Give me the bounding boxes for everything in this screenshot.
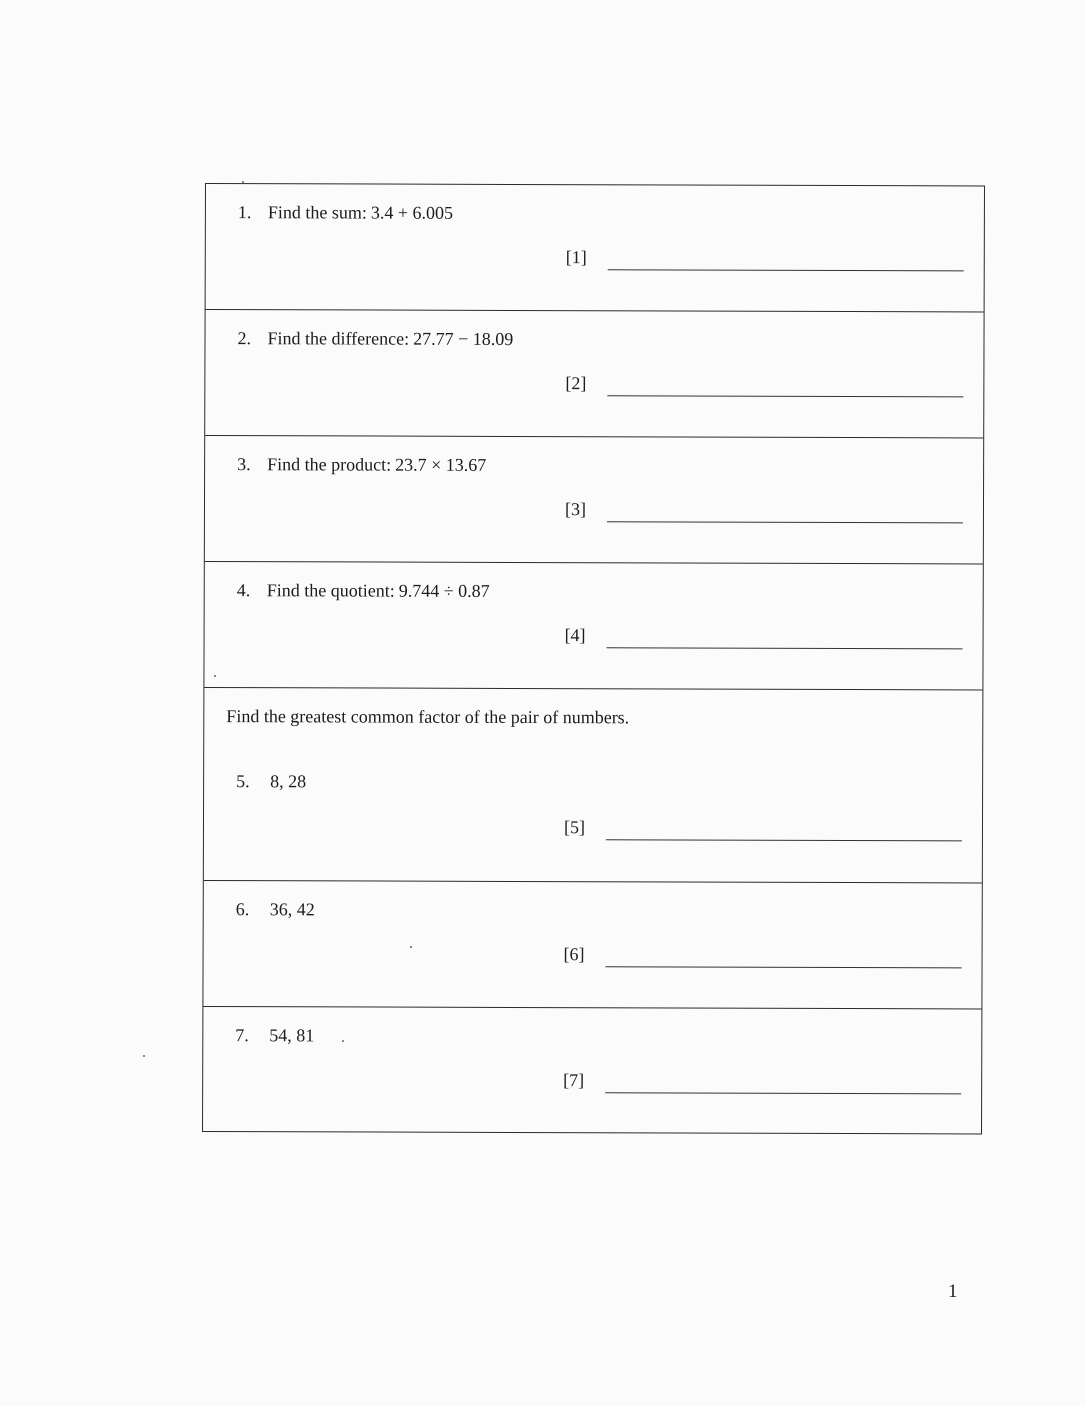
question-prompt: Find the sum: [267, 202, 367, 223]
mark-label: [1] [565, 247, 587, 268]
question-5-text [236, 771, 306, 792]
mark-label: [3] [564, 499, 587, 520]
question-prompt: Find the quotient: [266, 580, 395, 601]
scan-speck [214, 675, 216, 677]
question-7-text [235, 1025, 314, 1046]
question-number: 7. [235, 1025, 249, 1046]
question-prompt: Find the product: [267, 454, 392, 475]
question-number: 2. [237, 328, 252, 349]
mark-label: [4] [564, 625, 586, 646]
question-expression: 23.7 × 13.67 [395, 454, 487, 475]
question-6-text [236, 899, 315, 920]
mark-label: [6] [563, 944, 585, 965]
answer-line-2[interactable] [607, 395, 963, 397]
mark-label: [5] [563, 817, 586, 838]
question-prompt: Find the difference: [267, 328, 410, 349]
question-expression: 54, 81 [269, 1025, 315, 1046]
question-1-text [238, 202, 453, 224]
scan-speck [410, 946, 412, 948]
question-expression: 36, 42 [269, 899, 315, 920]
question-4-text [237, 580, 490, 602]
section-instruction: Find the greatest common factor of the pair of numbers. [226, 706, 630, 728]
question-expression: 27.77 − 18.09 [413, 328, 514, 349]
question-number: 4. [236, 580, 251, 601]
question-number: 6. [235, 899, 250, 920]
answer-line-7[interactable] [605, 1092, 961, 1094]
answer-line-5[interactable] [606, 839, 962, 841]
mark-label: [2] [565, 373, 587, 394]
question-2-text [237, 328, 513, 350]
answer-line-4[interactable] [607, 647, 963, 649]
scan-speck [242, 181, 244, 183]
page-number: 1 [948, 1281, 958, 1302]
question-row-6 [203, 881, 981, 1009]
question-expression: 9.744 ÷ 0.87 [398, 580, 490, 601]
question-expression: 3.4 + 6.005 [370, 202, 454, 223]
answer-line-6[interactable] [606, 966, 962, 968]
question-row-7 [203, 1007, 981, 1133]
question-number: 1. [237, 202, 252, 223]
answer-line-3[interactable] [607, 521, 963, 523]
answer-line-1[interactable] [608, 269, 964, 271]
question-row-5 [204, 688, 983, 883]
question-row-1 [206, 184, 984, 312]
scan-speck [342, 1040, 344, 1042]
worksheet-table [202, 183, 985, 1134]
scan-speck [143, 1055, 145, 1057]
question-3-text [237, 454, 486, 476]
question-row-4 [204, 562, 982, 690]
question-number: 3. [237, 454, 251, 475]
question-row-3 [205, 436, 983, 564]
mark-label: [7] [563, 1070, 585, 1091]
question-expression: 8, 28 [270, 771, 307, 792]
question-number: 5. [236, 771, 250, 792]
question-row-2 [205, 310, 983, 438]
